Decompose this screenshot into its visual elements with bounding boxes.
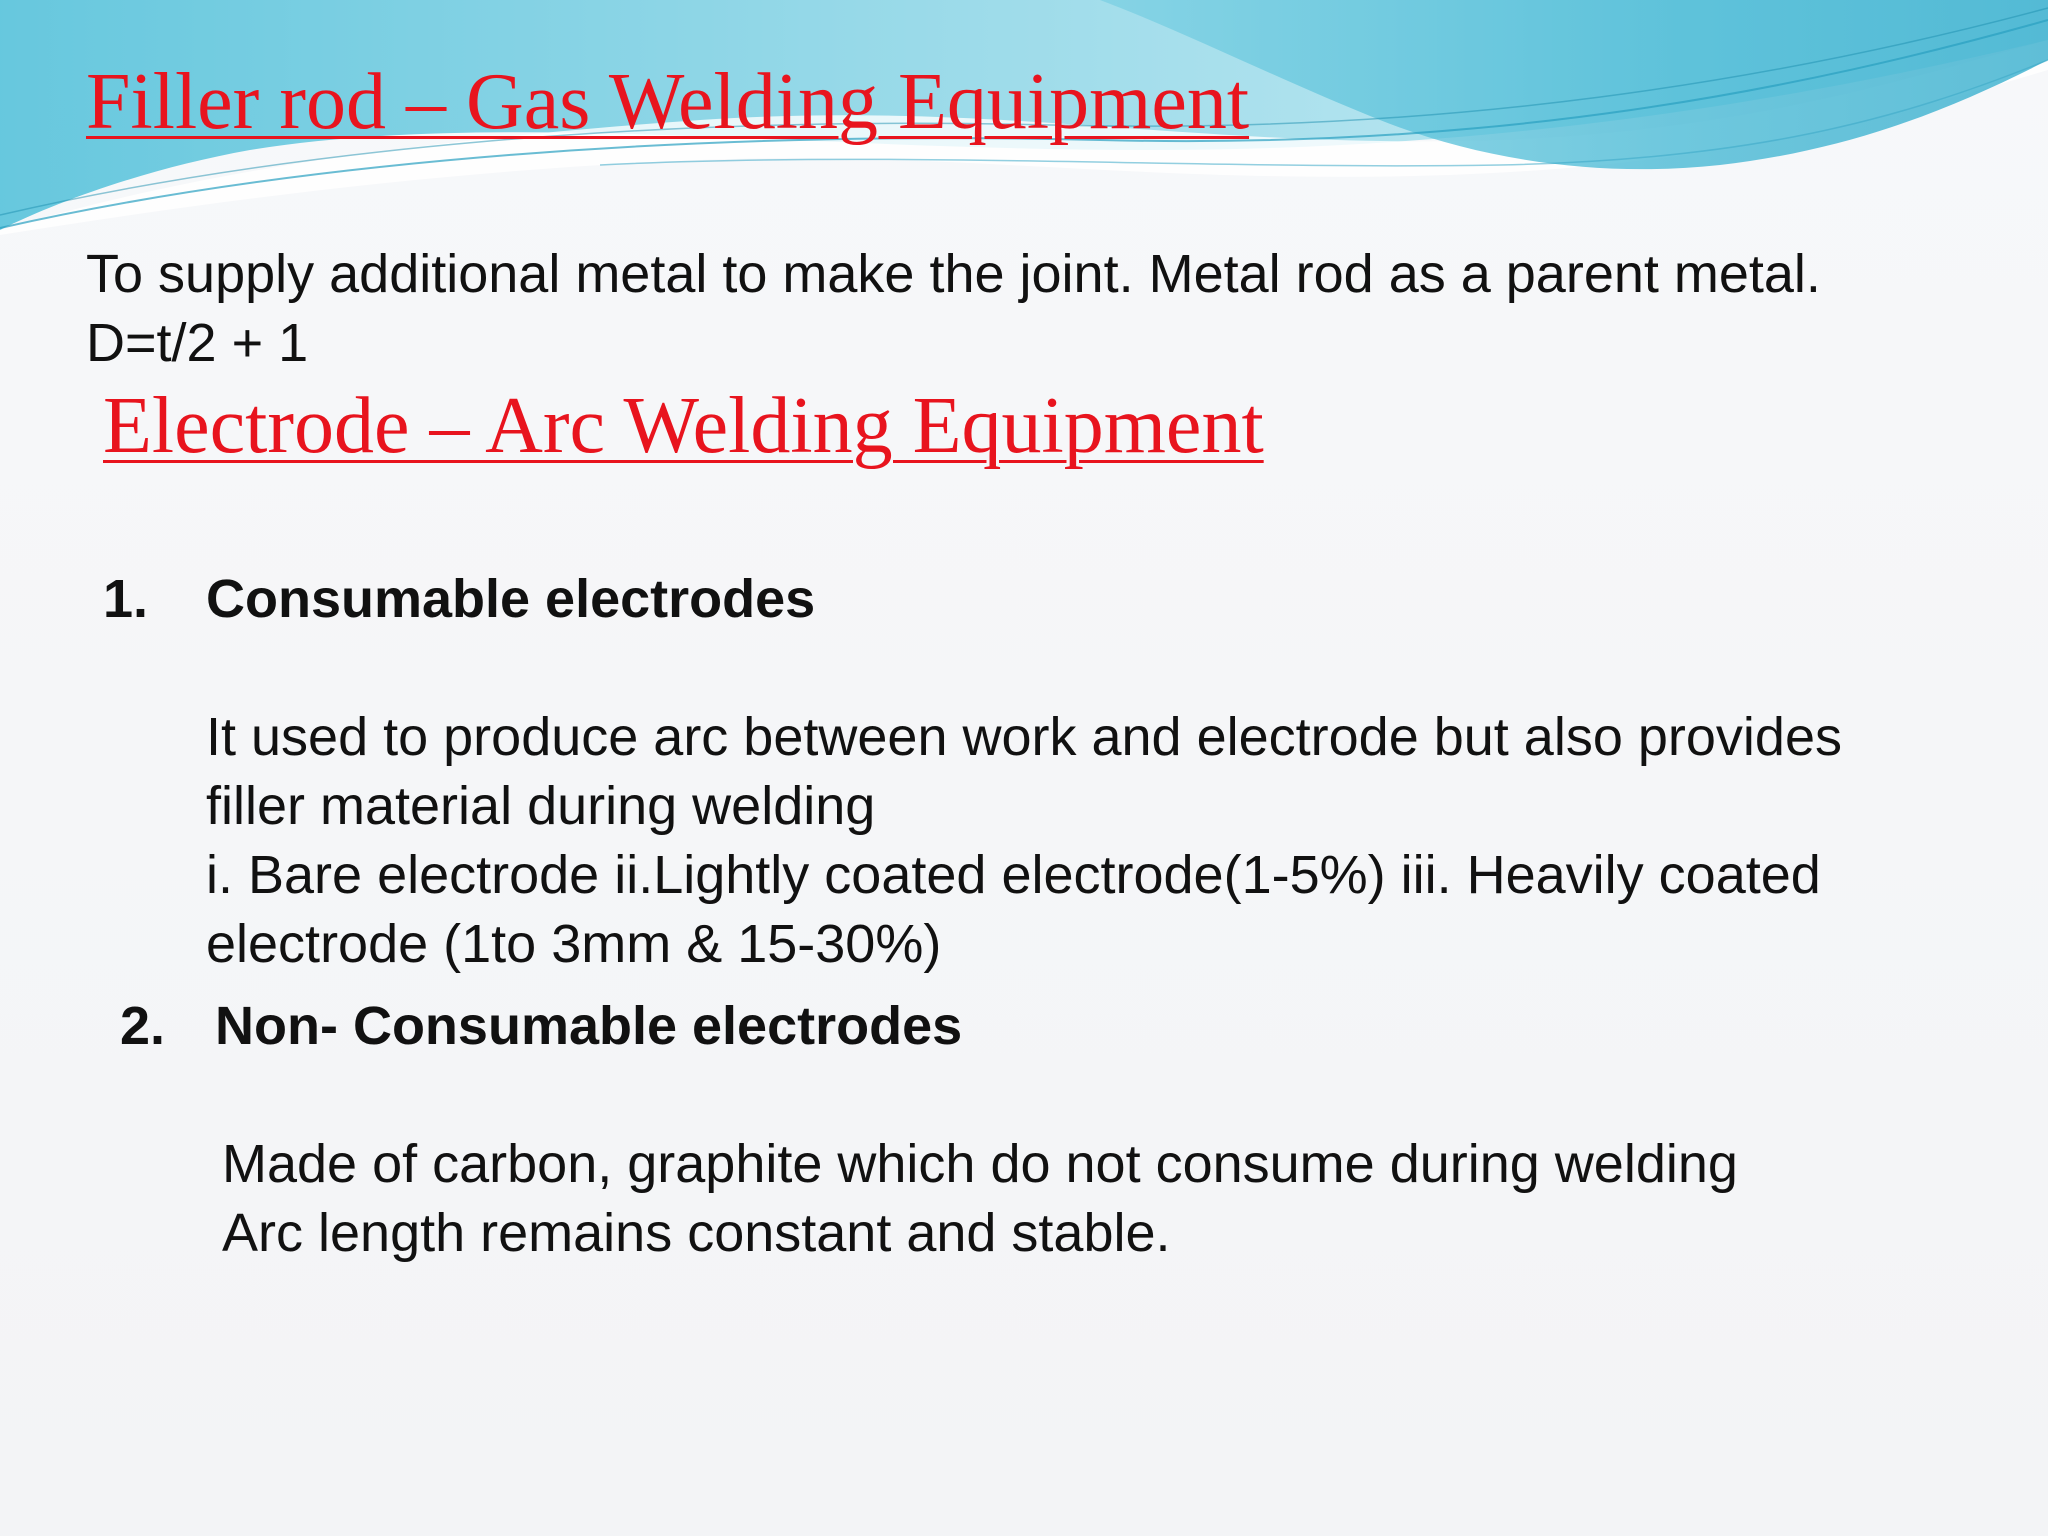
filler-rod-heading: Filler rod – Gas Welding Equipment	[86, 58, 1250, 146]
consumable-description-line: filler material during welding	[206, 776, 876, 836]
list-item-number: 1.	[103, 569, 149, 629]
non-consumable-electrodes-title: Non- Consumable electrodes	[215, 996, 963, 1056]
filler-rod-formula: D=t/2 + 1	[86, 313, 309, 373]
consumable-types-line: i. Bare electrode ii.Lightly coated electrode(1-5%) iii. Heavily coated	[206, 845, 1821, 905]
list-item-number: 2.	[120, 996, 166, 1056]
filler-rod-description: To supply additional metal to make the joint. Metal rod as a parent metal.	[86, 244, 1821, 304]
non-consumable-description-line: Made of carbon, graphite which do not consume during welding	[222, 1134, 1738, 1194]
non-consumable-description-line: Arc length remains constant and stable.	[222, 1203, 1171, 1263]
consumable-description-line: It used to produce arc between work and electrode but also provides	[206, 707, 1842, 767]
electrode-heading: Electrode – Arc Welding Equipment	[103, 382, 1264, 470]
consumable-types-line: electrode (1to 3mm & 15-30%)	[206, 914, 942, 974]
consumable-electrodes-title: Consumable electrodes	[206, 569, 816, 629]
